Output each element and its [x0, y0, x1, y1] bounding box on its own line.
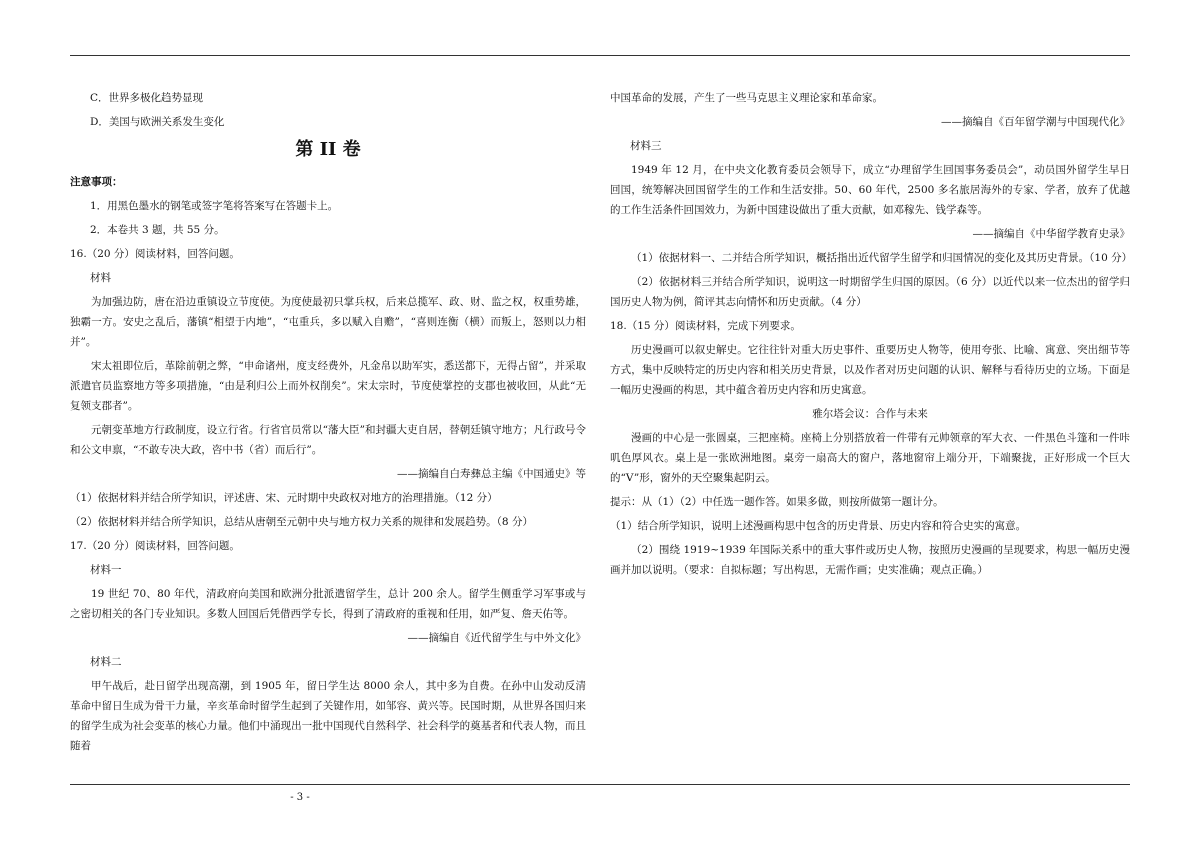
notice-item-1: 1．用黑色墨水的钢笔或签字笔将答案写在答题卡上。: [90, 200, 339, 212]
q17-material-1-text: 19 世纪 70、80 年代，清政府向美国和欧洲分批派遣留学生，总计 200 余人。留学生侧重学习军事或与之密切相关的各门专业知识。多数人回国后凭借西学专长，得到了清政府的重视和任用，如严复、詹天佑等。: [70, 588, 586, 620]
q18-comic-description: 漫画的中心是一张圆桌，三把座椅。座椅上分别搭放着一件带有元帅领章的军大衣、一件黑色斗篷和一件咔叽色厚风衣。桌上是一张欧洲地图。桌旁一扇高大的窗户，落地窗帘上端分开，下端聚拢，正好形成一个巨大的“V”形，窗外的天空聚集起阴云。: [610, 432, 1130, 484]
q16-heading: 16.（20 分）阅读材料，回答问题。: [70, 248, 240, 260]
q17-material-3-label: 材料三: [630, 140, 662, 152]
q17-material-2-continued: 中国革命的发展，产生了一些马克思主义理论家和革命家。: [610, 92, 883, 104]
notice-heading: 注意事项：: [70, 176, 123, 188]
q16-material-label: 材料: [90, 272, 111, 284]
q17-material-2-source: ——摘编自《百年留学潮与中国现代化》: [941, 116, 1130, 128]
q16-source: ——摘编自白寿彝总主编《中国通史》等: [397, 468, 586, 480]
q17-subquestion-1: （1）依据材料一、二并结合所学知识，概括指出近代留学生留学和归国情况的变化及其历史背景。（10 分）: [631, 252, 1133, 264]
q18-heading: 18.（15 分）阅读材料，完成下列要求。: [610, 320, 801, 332]
left-column: [70, 88, 586, 760]
q18-hint: 提示：从（1）（2）中任选一题作答。如果多做，则按所做第一题计分。: [610, 496, 944, 508]
q16-paragraph-2: 宋太祖即位后，革除前朝之弊，“申命诸州，度支经费外，凡金帛以助军实，悉送都下，无得占留”，并采取派遣官员监察地方等多项措施，“由是利归公上而外权削矣”。宋太宗时，节度使掌控的支郡也被收回，从此“无复领支郡者”。: [70, 360, 586, 412]
q16-subquestion-2: （2）依据材料并结合所学知识，总结从唐朝至元朝中央与地方权力关系的规律和发展趋势。（8 分）: [70, 516, 533, 528]
q16-paragraph-3: 元朝变革地方行政制度，设立行省。行省官员常以“藩大臣”和封疆大吏自居，替朝廷镇守地方；凡行政号令和公文申禀，“不敢专决大政，咨中书（省）而后行”。: [70, 424, 586, 456]
q18-comic-title: 雅尔塔会议：合作与未来: [812, 408, 928, 420]
q17-subquestion-2: （2）依据材料三并结合所学知识，说明这一时期留学生归国的原因。（6 分）以近代以来一位杰出的留学归国历史人物为例，简评其志向情怀和历史贡献。（4 分）: [610, 276, 1130, 308]
q16-paragraph-1: 为加强边防，唐在沿边重镇设立节度使。为度使最初只掌兵权，后来总揽军、政、财、监之权，权重势雄，独霸一方。安史之乱后，藩镇“相望于内地”，“屯重兵，多以赋入自赡”，“喜则连衡（横）而叛上，怒则以力相并”。: [70, 296, 586, 348]
q17-material-3-source: ——摘编自《中华留学教育史录》: [972, 228, 1130, 240]
option-d: D．美国与欧洲关系发生变化: [90, 116, 225, 128]
q17-material-1-source: ——摘编自《近代留学生与中外文化》: [407, 632, 586, 644]
q18-subquestion-1: （1）结合所学知识，说明上述漫画构思中包含的历史背景、历史内容和符合史实的寓意。: [610, 520, 1027, 532]
q17-material-2-label: 材料二: [90, 656, 122, 668]
q17-material-3-text: 1949 年 12 月，在中央文化教育委员会领导下，成立“办理留学生回国事务委员会”，动员国外留学生早日回国，统筹解决回国留学生的工作和生活安排。50、60 年代，2500 多名旅居海外的专家、学者，放弃了优越的工作生活条件回国效力，为新中国建设做出了重大贡献，如邓稼先、钱学森等。: [610, 164, 1130, 216]
q17-material-2-text: 甲午战后，赴日留学出现高潮，到 1905 年，留日学生达 8000 余人，其中多为自费。在孙中山发动反清革命中留日生成为骨干力量，辛亥革命时留学生起到了关键作用，如邹容、黄兴等。民国时期，从世界各国归来的留学生成为社会变革的核心力量。他们中涌现出一批中国现代自然科学、社会科学的奠基者和代表人物，而且随着: [70, 680, 586, 752]
q18-intro: 历史漫画可以叙史解史。它往往针对重大历史事件、重要历史人物等，使用夸张、比喻、寓意、突出细节等方式，集中反映特定的历史内容和相关历史背景，以及作者对历史问题的认识、解释与看待历史的立场。下面是一幅历史漫画的构思，其中蕴含着历史内容和历史寓意。: [610, 344, 1130, 396]
q18-subquestion-2: （2）围绕 1919~1939 年国际关系中的重大事件或历史人物，按照历史漫画的呈现要求，构思一幅历史漫画并加以说明。（要求：自拟标题；写出构思，无需作画；史实准确；观点正确。）: [610, 544, 1130, 576]
option-c: C．世界多极化趋势显现: [90, 92, 204, 104]
q17-material-1-label: 材料一: [90, 564, 122, 576]
q17-heading: 17.（20 分）阅读材料，回答问题。: [70, 540, 240, 552]
top-rule: [70, 55, 1130, 56]
right-column: [610, 88, 1133, 584]
q16-subquestion-1: （1）依据材料并结合所学知识，评述唐、宋、元时期中央政权对地方的治理措施。（12 分）: [70, 492, 498, 504]
section-title: 第 II 卷: [295, 139, 361, 160]
page-number: - 3 -: [290, 792, 310, 803]
bottom-rule: [70, 784, 1130, 785]
notice-item-2: 2．本卷共 3 题，共 55 分。: [90, 224, 225, 236]
